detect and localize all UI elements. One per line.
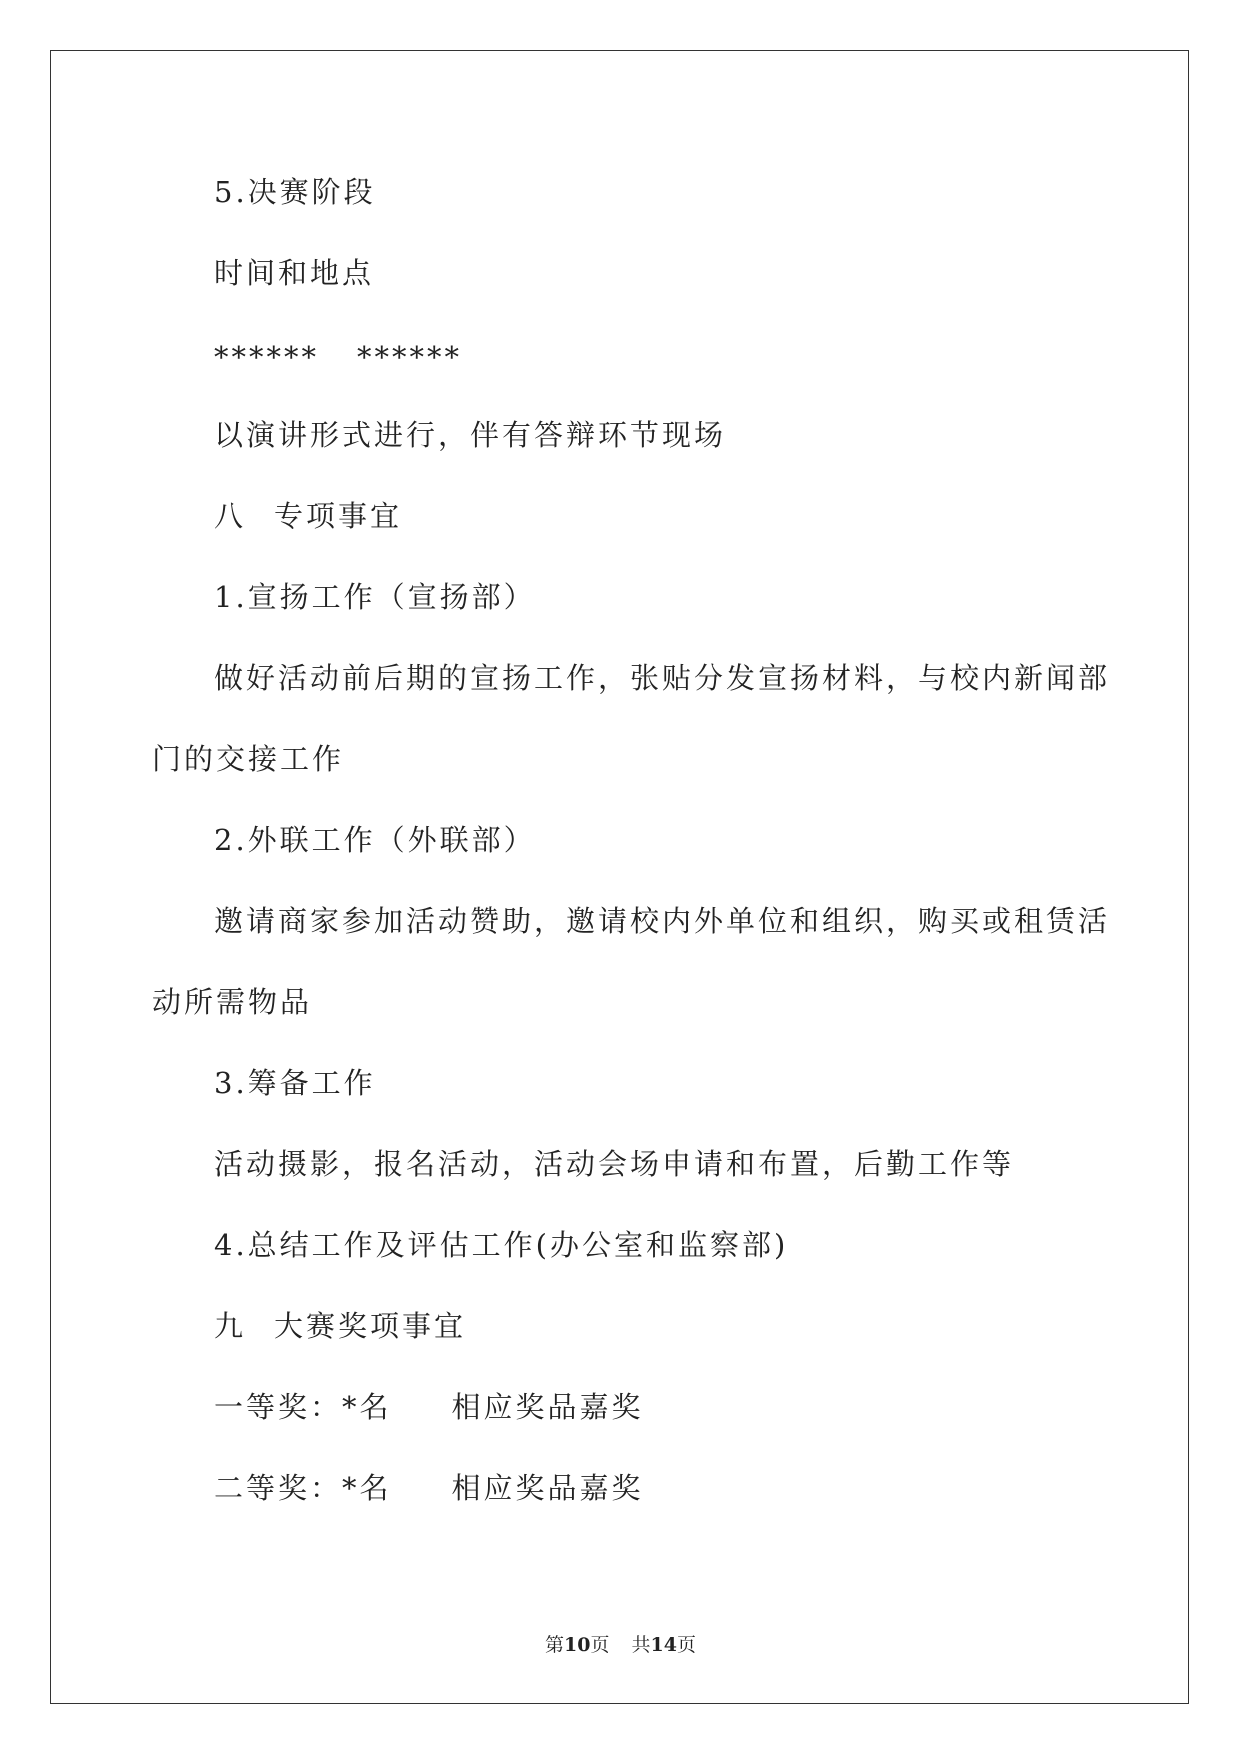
award-label: 一等奖：*名 — [214, 1390, 392, 1424]
line-text: 4.总结工作及评估工作(办公室和监察部) — [214, 1228, 789, 1262]
page-border — [50, 50, 1189, 1704]
section-title: 专项事宜 — [274, 499, 403, 533]
section-heading-special-matters — [214, 499, 402, 533]
line-text: 5.决赛阶段 — [214, 175, 376, 209]
line-text: 活动摄影，报名活动，活动会场申请和布置，后勤工作等 — [214, 1147, 1015, 1181]
line-text: 门的交接工作 — [152, 742, 345, 776]
award-second-prize — [214, 1471, 644, 1505]
line-text: 1.宣扬工作（宣扬部） — [214, 580, 536, 614]
paragraph-preparation — [214, 1147, 1014, 1181]
paragraph-speech-format — [214, 418, 726, 452]
total-pages-number: 14 — [650, 1634, 677, 1656]
paragraph-publicity-2 — [152, 742, 344, 776]
award-reward: 相应奖品嘉奖 — [451, 1390, 644, 1424]
subheading-preparation — [214, 1066, 376, 1100]
line-text: 时间和地点 — [214, 256, 375, 290]
footer-prefix: 第 — [545, 1634, 565, 1656]
award-first-prize — [214, 1390, 644, 1424]
subheading-external-relations — [214, 823, 536, 857]
page-footer — [0, 1633, 1241, 1657]
award-label: 二等奖：*名 — [214, 1471, 392, 1505]
paragraph-publicity-1 — [214, 661, 1110, 695]
footer-total-suffix: 页 — [676, 1634, 696, 1656]
paragraph-time-place — [214, 256, 374, 290]
line-text: 2.外联工作（外联部） — [214, 823, 536, 857]
section-title: 大赛奖项事宜 — [274, 1309, 467, 1343]
award-reward: 相应奖品嘉奖 — [451, 1471, 644, 1505]
section-heading-awards — [214, 1309, 466, 1343]
line-text: 动所需物品 — [152, 985, 313, 1019]
footer-page-suffix: 页 — [590, 1634, 610, 1656]
line-text: 3.筹备工作 — [214, 1066, 376, 1100]
current-page-number: 10 — [564, 1634, 591, 1656]
masked-text-1: ****** — [214, 340, 319, 374]
masked-text-2: ****** — [357, 340, 462, 374]
footer-total-prefix: 共 — [631, 1634, 651, 1656]
paragraph-external-1 — [214, 904, 1110, 938]
section-number: 九 — [214, 1309, 247, 1343]
section-heading-final-stage — [214, 175, 376, 209]
paragraph-external-2 — [152, 985, 312, 1019]
subheading-summary-evaluation — [214, 1228, 788, 1262]
subheading-publicity — [214, 580, 536, 614]
paragraph-masked-values — [214, 340, 462, 374]
line-text: 邀请商家参加活动赞助，邀请校内外单位和组织，购买或租赁活 — [214, 904, 1111, 938]
line-text: 做好活动前后期的宣扬工作，张贴分发宣扬材料，与校内新闻部 — [214, 661, 1111, 695]
line-text: 以演讲形式进行，伴有答辩环节现场 — [214, 418, 727, 452]
section-number: 八 — [214, 499, 247, 533]
